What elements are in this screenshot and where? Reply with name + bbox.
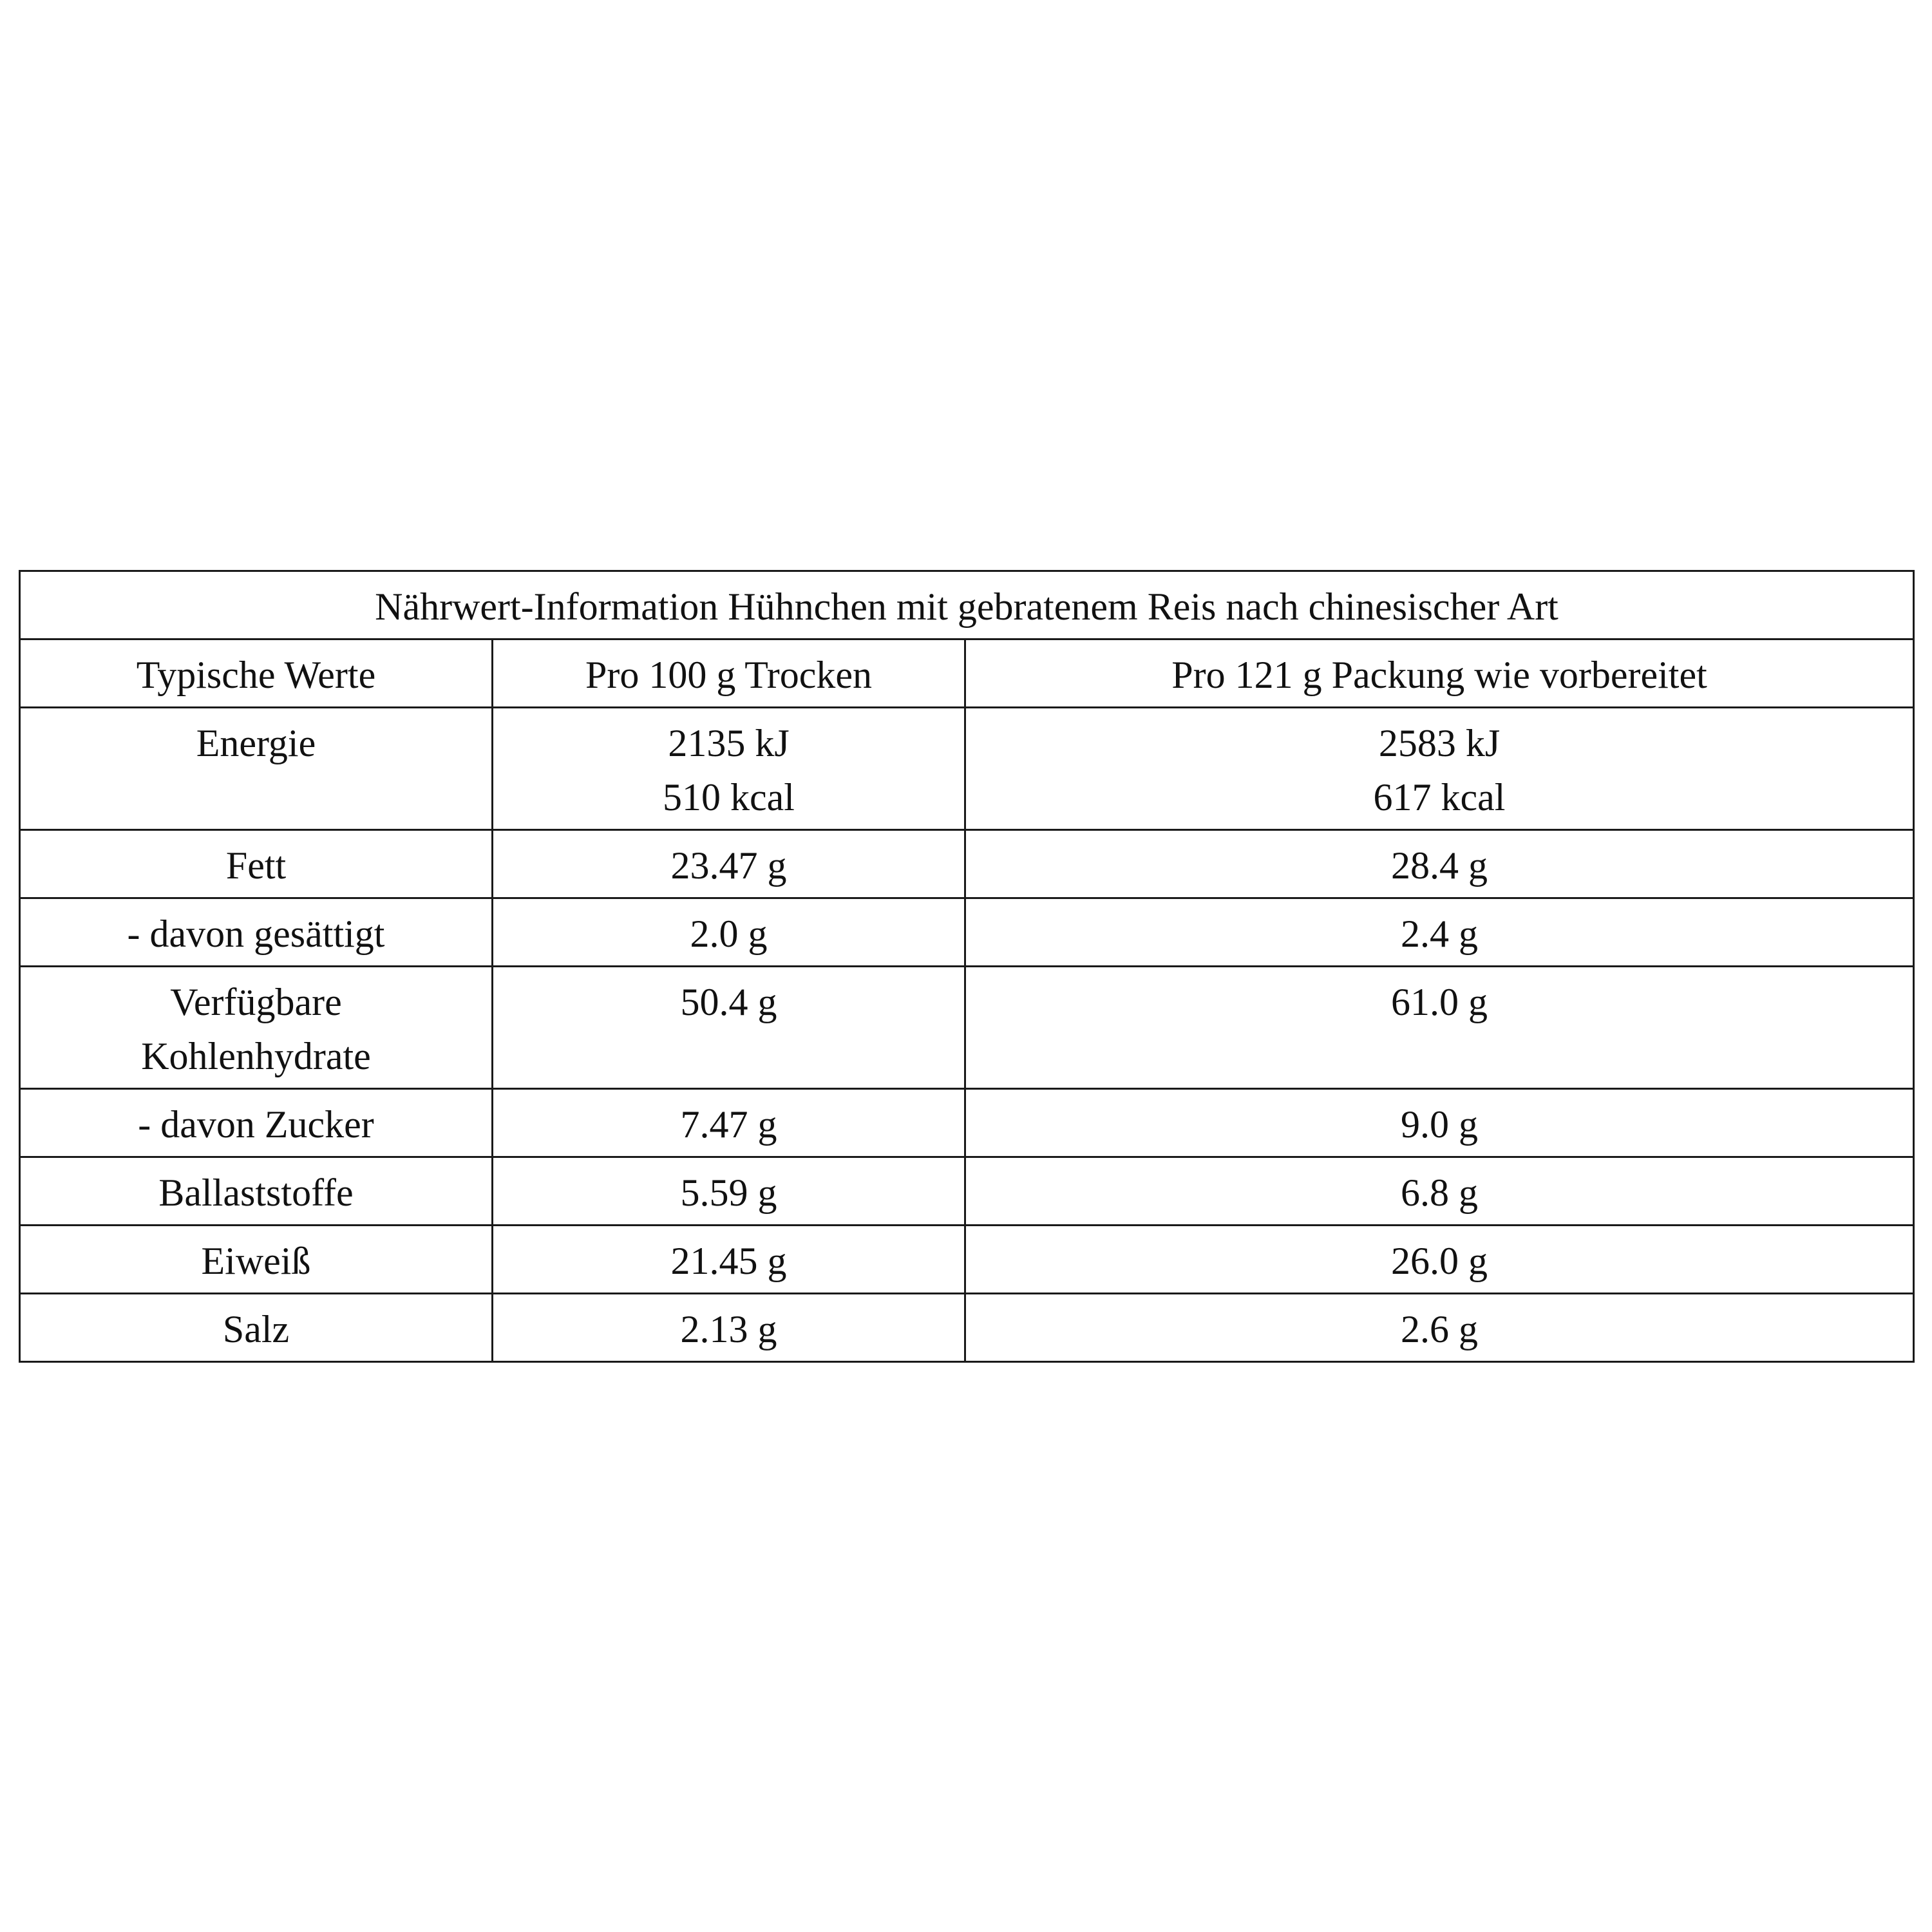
value-kj: 2583 kJ	[1378, 722, 1501, 764]
row-label-line: Energie	[196, 722, 316, 764]
value-per-100g: 2.13 g	[493, 1294, 965, 1362]
value-per-pack	[965, 708, 1914, 830]
value-per-pack: 6.8 g	[965, 1157, 1914, 1226]
value-per-100g	[493, 708, 965, 830]
value-kcal: 510 kcal	[663, 776, 795, 819]
value-per-pack: 2.6 g	[965, 1294, 1914, 1362]
column-header-per-100g: Pro 100 g Trocken	[493, 639, 965, 708]
table-title: Nährwert-Information Hühnchen mit gebratenem Reis nach chinesischer Art	[20, 571, 1914, 639]
value-per-100g: 21.45 g	[493, 1226, 965, 1294]
row-label-line: Verfügbare	[170, 981, 342, 1023]
nutrition-table	[19, 570, 1915, 1363]
table-row-salt	[20, 1294, 1914, 1362]
table-row-fat	[20, 830, 1914, 898]
column-header-per-pack: Pro 121 g Packung wie vorbereitet	[965, 639, 1914, 708]
table-row-protein	[20, 1226, 1914, 1294]
row-label-line: Kohlenhydrate	[141, 1035, 371, 1077]
value-per-pack: 9.0 g	[965, 1089, 1914, 1157]
row-label: - davon gesättigt	[20, 898, 493, 967]
table-row-fiber	[20, 1157, 1914, 1226]
table-row-energy	[20, 708, 1914, 830]
value-per-pack: 61.0 g	[965, 967, 1914, 1089]
table-row-carbohydrates	[20, 967, 1914, 1089]
row-label: Eiweiß	[20, 1226, 493, 1294]
value-per-100g: 2.0 g	[493, 898, 965, 967]
value-per-100g: 7.47 g	[493, 1089, 965, 1157]
row-label: - davon Zucker	[20, 1089, 493, 1157]
table-title-row	[20, 571, 1914, 639]
row-label: Salz	[20, 1294, 493, 1362]
row-label	[20, 967, 493, 1089]
value-kj: 2135 kJ	[668, 722, 790, 764]
row-label: Ballaststoffe	[20, 1157, 493, 1226]
table-row-sugar	[20, 1089, 1914, 1157]
row-label: Fett	[20, 830, 493, 898]
row-label	[20, 708, 493, 830]
table-header-row	[20, 639, 1914, 708]
value-per-pack: 26.0 g	[965, 1226, 1914, 1294]
column-header-typical-values: Typische Werte	[20, 639, 493, 708]
value-per-100g: 5.59 g	[493, 1157, 965, 1226]
value-per-pack: 2.4 g	[965, 898, 1914, 967]
value-per-100g: 23.47 g	[493, 830, 965, 898]
value-kcal: 617 kcal	[1373, 776, 1506, 819]
table-row-saturated	[20, 898, 1914, 967]
value-per-100g: 50.4 g	[493, 967, 965, 1089]
value-per-pack: 28.4 g	[965, 830, 1914, 898]
